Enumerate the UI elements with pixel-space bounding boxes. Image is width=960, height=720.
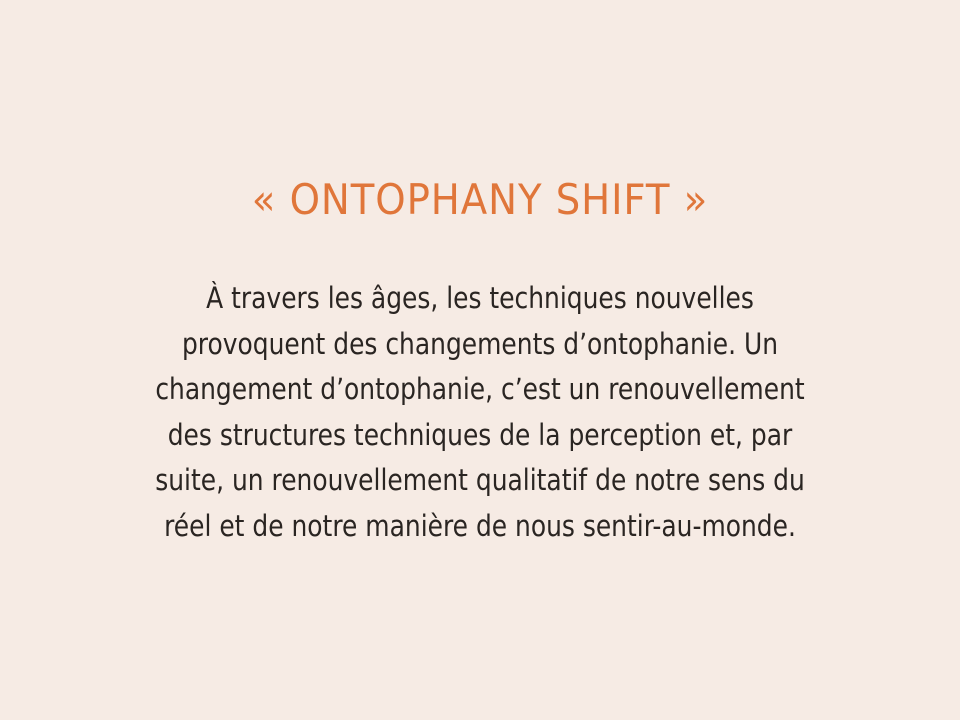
paragraph-line: provoquent des changements d’ontophanie. Un	[181, 326, 779, 361]
quote-paragraph	[0, 276, 960, 549]
slide-title: « ONTOPHANY SHIFT »	[251, 175, 709, 224]
paragraph-line: des structures techniques de la perception et, par	[167, 417, 793, 452]
paragraph-line: À travers les âges, les techniques nouvelles	[206, 281, 754, 315]
paragraph-line: suite, un renouvellement qualitatif de notre sens du	[155, 463, 805, 497]
paragraph-line: changement d’ontophanie, c’est un renouvellement	[155, 372, 805, 406]
paragraph-line: réel et de notre manière de nous sentir-au-monde.	[164, 508, 796, 543]
